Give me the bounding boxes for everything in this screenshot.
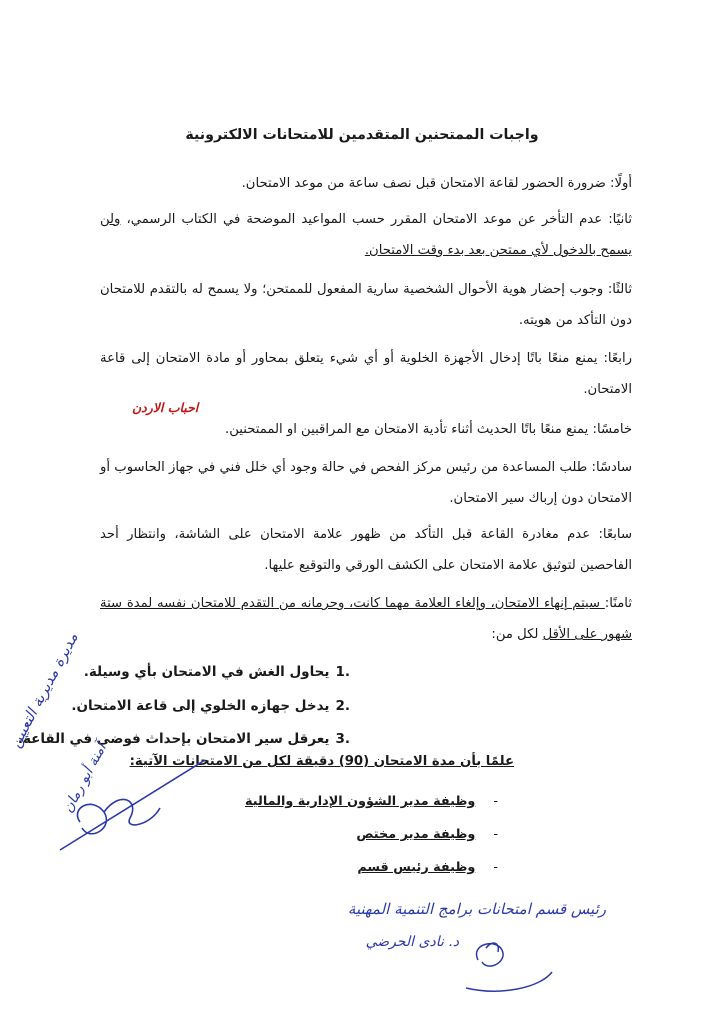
clause-label: أولًا:: [610, 176, 632, 191]
list-text: يدخل جهازه الخلوي إلى قاعة الامتحان.: [71, 698, 330, 714]
handwritten-signer-title: رئيس قسم امتحانات برامج التنمية المهنية: [347, 900, 606, 918]
clause-label: رابعًا:: [603, 351, 632, 366]
clause-label: ثالثًا:: [607, 282, 632, 297]
job-bullet: -: [493, 860, 498, 875]
clause-text: طلب المساعدة من رئيس مركز الفحص في حالة وجود أي خلل فني في جهاز الحاسوب أو الامتحان دون إرباك سير الامتحان.: [100, 460, 632, 506]
handwritten-signer-name: د. نادى الحرضي: [365, 934, 459, 950]
duration-note: علمًا بأن مدة الامتحان (90) دقيقة لكل من الامتحانات الآتية:: [129, 754, 514, 769]
list-text: يحاول الغش في الامتحان بأي وسيلة.: [83, 664, 330, 680]
job-title: وظيفة مدير الشؤون الإدارية والمالية: [245, 794, 476, 809]
job-bullet: -: [493, 827, 498, 842]
clause-text: يمنع منعًا باتًا الحديث أثناء تأدية الامتحان مع المراقبين او الممتحنين.: [225, 422, 593, 437]
clause-text: وجوب إحضار هوية الأحوال الشخصية سارية المفعول للممتحن؛ ولا يسمح له بالتقدم للامتحان دون التأكد من هويته.: [100, 282, 632, 328]
clause-label: سابعًا:: [598, 527, 632, 542]
clause-label: سادسًا:: [591, 460, 632, 475]
clause-label: خامسًا:: [592, 422, 632, 437]
handwritten-note-line: آمنة أبو رمان: [60, 741, 110, 816]
list-text: يعرقل سير الامتحان بإحداث فوضى في القاعة.: [17, 731, 330, 747]
clause-text: عدم التأخر عن موعد الامتحان المقرر حسب المواعيد الموضحة في الكتاب الرسمي،: [120, 212, 609, 227]
document-title: واجبات الممتحنين المتقدمين للامتحانات الالكترونية: [185, 127, 539, 143]
clause-text: لكل من:: [491, 627, 543, 642]
list-number: .3: [335, 731, 350, 747]
clause-label: ثامنًا:: [604, 596, 632, 611]
list-number: .2: [335, 698, 350, 714]
bottom-signature: [466, 943, 552, 991]
clause-text: عدم مغادرة القاعة قبل التأكد من ظهور علامة الامتحان على الشاشة، وانتظار أحد الفاحصين لتوثيق علامة الامتحان على الكشف الورقي والتوقيع عليها.: [100, 527, 632, 573]
handwritten-note-line: مديرة مديرية التعيين: [6, 629, 82, 751]
clause-text: يمنع منعًا باتًا إدخال الأجهزة الخلوية أو أي شيء يتعلق بمحاور أو مادة الامتحان إلى قاعة الامتحان.: [100, 351, 632, 397]
job-title: وظيفة رئيس قسم: [357, 860, 476, 875]
job-title: وظيفة مدير مختص: [356, 827, 476, 842]
left-signature: [60, 760, 205, 850]
job-bullet: -: [493, 794, 498, 809]
clause-label: ثانيًا:: [608, 212, 632, 227]
list-number: .1: [335, 664, 350, 680]
clause-underlined-text: ولن يسمح بالدخول لأي ممتحن بعد بدء وقت الامتحان.: [100, 212, 632, 258]
clause-text: ضرورة الحضور لقاعة الامتحان قبل نصف ساعة من موعد الامتحان.: [241, 176, 610, 191]
stamp-text: احباب الاردن: [132, 400, 199, 415]
clause-underlined-text: سيتم إنهاء الامتحان، وإلغاء العلامة مهما كانت، وحرمانه من التقدم للامتحان نفسه لمدة ستة شهور على الأقل: [100, 596, 632, 642]
